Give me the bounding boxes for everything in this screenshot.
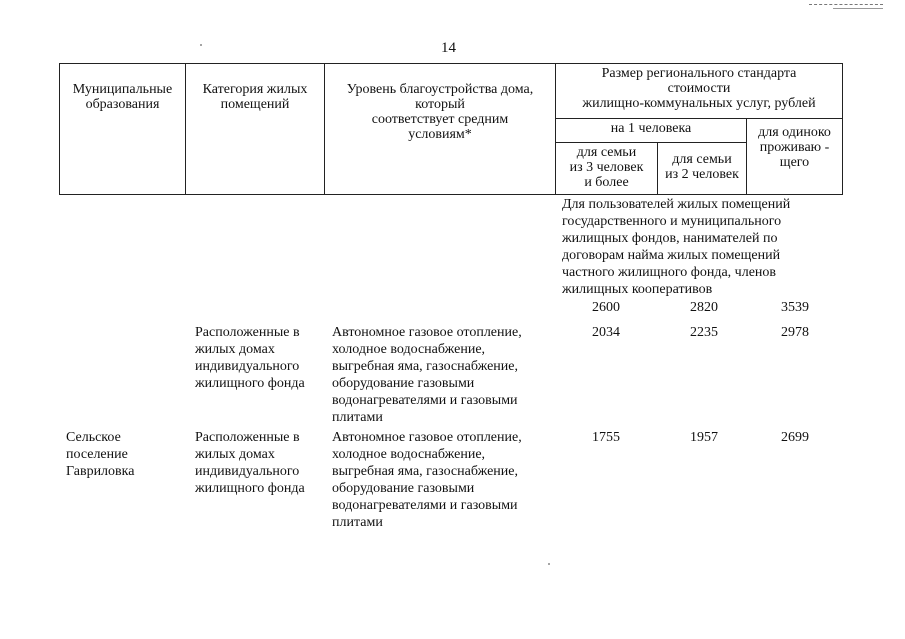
- users-value-family3: 2600: [592, 300, 620, 315]
- users-note: Для пользователей жилых помещений государственного и муниципального жилищных фондов, нанимателей по договорам найма жилых помещений частного жилищного фонда, членов жилищных кооперативов: [562, 197, 791, 297]
- row-value-single: 2978: [781, 325, 809, 340]
- header-single: для одиноко проживаю - щего: [747, 119, 843, 195]
- row-category: Расположенные в жилых домах индивидуального жилищного фонда: [195, 430, 305, 496]
- row-municipality: Сельское поселение Гавриловка: [66, 430, 135, 479]
- header-category: Категория жилых помещений: [186, 64, 325, 195]
- table-header: [59, 63, 843, 195]
- header-standard-size: Размер регионального стандарта стоимости жилищно-коммунальных услуг, рублей: [556, 64, 843, 119]
- page-number: 14: [441, 40, 456, 56]
- header-level: Уровень благоустройства дома, который соответствует средним условиям*: [325, 64, 556, 195]
- header-family3: для семьи из 3 человек и более: [556, 143, 658, 195]
- row-level: Автономное газовое отопление, холодное водоснабжение, выгребная яма, газоснабжение, оборудование газовыми водонагревателями и газовыми плитами: [332, 430, 522, 530]
- scan-speck: [200, 44, 202, 46]
- header-family2: для семьи из 2 человек: [658, 143, 747, 195]
- row-value-single: 2699: [781, 430, 809, 445]
- row-value-family3: 1755: [592, 430, 620, 445]
- scan-mark-line: [809, 4, 883, 5]
- users-value-family2: 2820: [690, 300, 718, 315]
- header-municipality: Муниципальные образования: [60, 64, 186, 195]
- row-level: Автономное газовое отопление, холодное водоснабжение, выгребная яма, газоснабжение, оборудование газовыми водонагревателями и газовыми плитами: [332, 325, 522, 425]
- row-value-family3: 2034: [592, 325, 620, 340]
- scan-speck: [548, 563, 550, 565]
- users-value-single: 3539: [781, 300, 809, 315]
- scan-mark-line: [833, 8, 883, 9]
- row-category: Расположенные в жилых домах индивидуального жилищного фонда: [195, 325, 305, 391]
- row-value-family2: 2235: [690, 325, 718, 340]
- header-per-person: на 1 человека: [556, 119, 747, 143]
- row-value-family2: 1957: [690, 430, 718, 445]
